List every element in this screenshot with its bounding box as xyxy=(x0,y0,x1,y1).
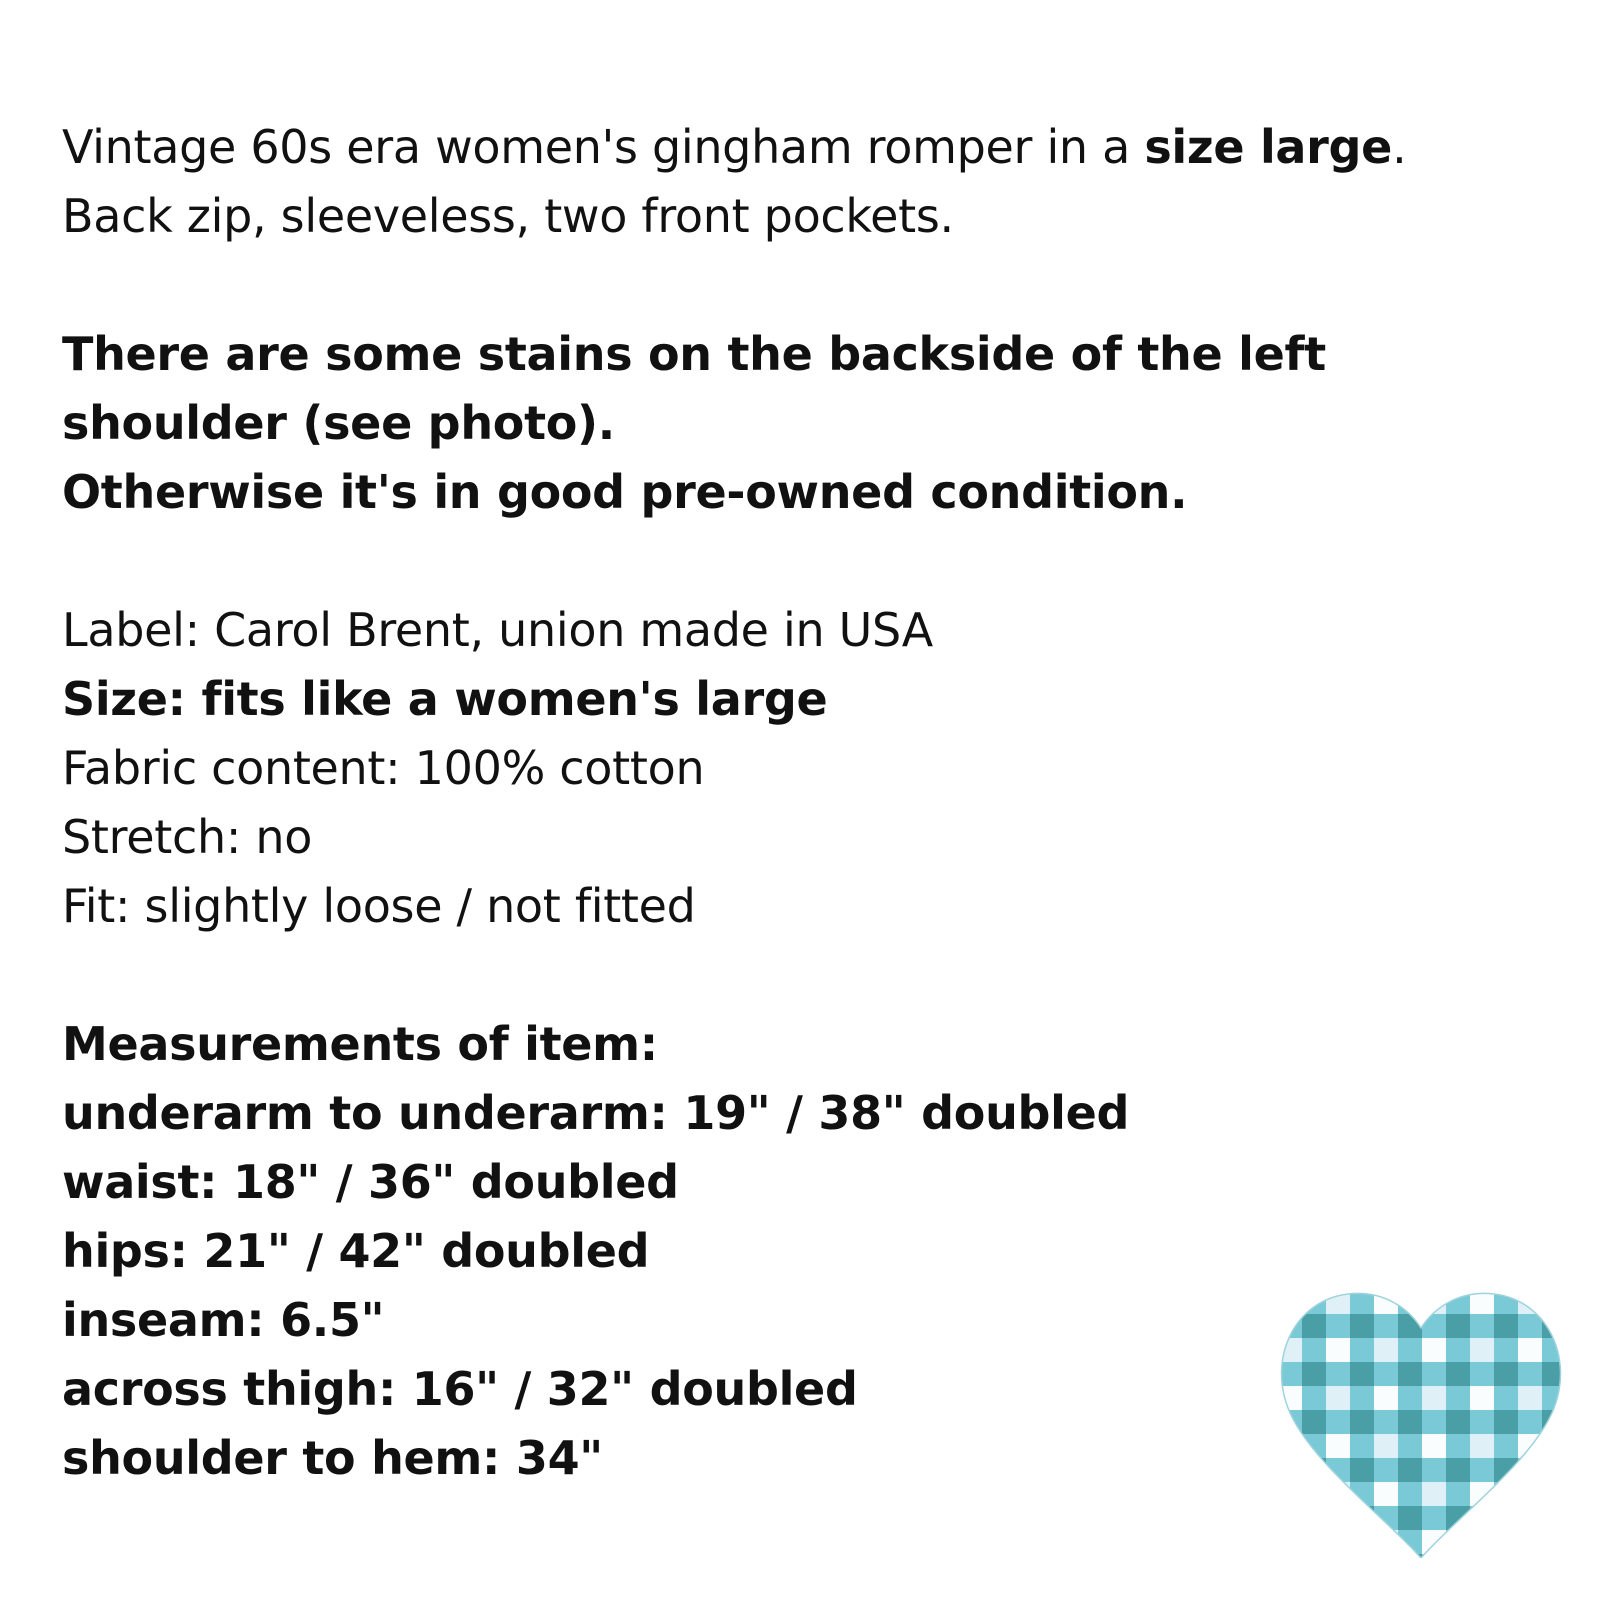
spacer xyxy=(62,251,1502,320)
measurement-item: shoulder to hem: 34" xyxy=(62,1431,603,1485)
intro-line-2: Back zip, sleeveless, two front pockets. xyxy=(62,189,954,243)
measurement-item: across thigh: 16" / 32" doubled xyxy=(62,1362,858,1416)
listing-description xyxy=(62,113,1502,1493)
condition-line-1: There are some stains on the backside of the left xyxy=(62,327,1326,381)
spacer xyxy=(62,527,1502,596)
stretch-detail: Stretch: no xyxy=(62,810,313,864)
label-detail: Label: Carol Brent, union made in USA xyxy=(62,603,933,657)
fabric-detail: Fabric content: 100% cotton xyxy=(62,741,705,795)
measurement-item: underarm to underarm: 19" / 38" doubled xyxy=(62,1086,1130,1140)
condition-line-2: shoulder (see photo). xyxy=(62,396,615,450)
measurement-item: waist: 18" / 36" doubled xyxy=(62,1155,679,1209)
intro-line-1 xyxy=(62,113,1502,182)
fit-detail: Fit: slightly loose / not fitted xyxy=(62,879,696,933)
spacer xyxy=(62,941,1502,1010)
measurement-item: hips: 21" / 42" doubled xyxy=(62,1224,650,1278)
intro-line-1-start: Vintage 60s era women's gingham romper in a xyxy=(62,120,1145,174)
gingham-heart-icon xyxy=(1278,1290,1564,1558)
condition-line-3: Otherwise it's in good pre-owned condition. xyxy=(62,465,1188,519)
measurements-heading: Measurements of item: xyxy=(62,1017,658,1071)
intro-line-1-end: . xyxy=(1392,120,1407,174)
size-detail: Size: fits like a women's large xyxy=(62,672,828,726)
measurement-item: inseam: 6.5" xyxy=(62,1293,385,1347)
size-highlight: size large xyxy=(1144,120,1393,174)
